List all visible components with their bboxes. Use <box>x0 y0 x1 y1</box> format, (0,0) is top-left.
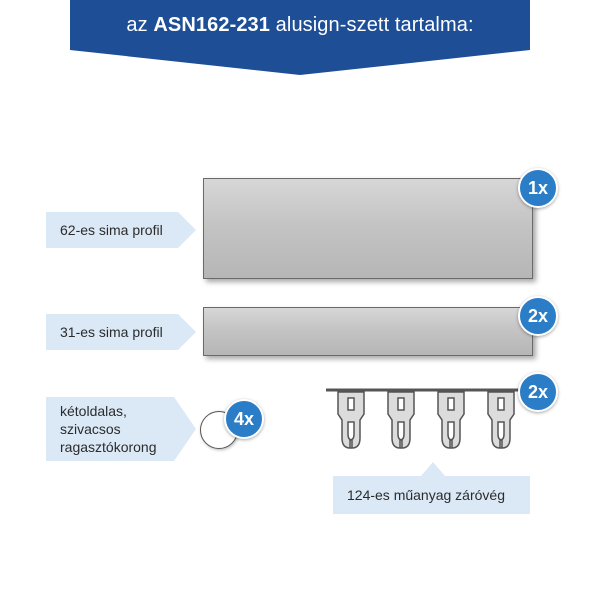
banner-shape <box>0 0 600 80</box>
label-disc-line-2: szivacsos <box>60 421 121 437</box>
label-disc-line-1: kétoldalas, <box>60 403 127 419</box>
title-prefix: az <box>126 14 148 36</box>
quantity-badge-62: 1x <box>518 168 558 208</box>
quantity-badge-endcap: 2x <box>518 372 558 412</box>
end-cap-clip <box>338 392 364 448</box>
label-62-text: 62-es sima profil <box>60 222 163 238</box>
quantity-badge-disc: 4x <box>224 399 264 439</box>
header-banner <box>0 0 600 80</box>
title-code: ASN162-231 <box>153 14 270 36</box>
quantity-badge-31: 2x <box>518 296 558 336</box>
profile-31-image <box>203 307 533 356</box>
title-suffix: alusign-szett tartalma: <box>275 14 474 36</box>
label-31-text: 31-es sima profil <box>60 324 163 340</box>
label-62-profile <box>46 212 196 248</box>
label-31-profile <box>46 314 196 350</box>
label-end-cap-text: 124-es műanyag záróvég <box>347 487 505 503</box>
end-cap-image <box>324 386 530 460</box>
label-end-cap <box>333 462 530 514</box>
label-adhesive-disc <box>46 397 196 461</box>
page-title <box>0 14 600 37</box>
label-disc-line-3: ragasztókorong <box>60 439 157 455</box>
profile-62-image <box>203 178 533 279</box>
